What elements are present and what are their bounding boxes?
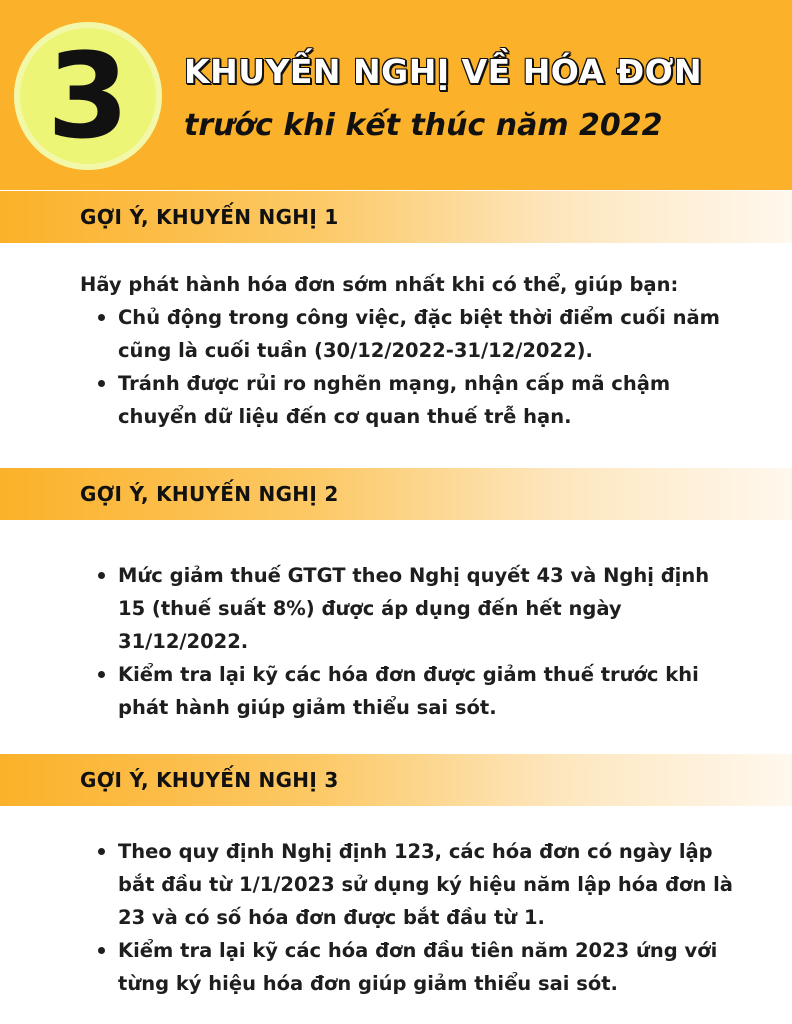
list-item: Tránh được rủi ro nghẽn mạng, nhận cấp mã chậm chuyển dữ liệu đến cơ quan thuế trễ hạn. [80, 367, 740, 433]
page-subtitle: trước khi kết thúc năm 2022 [184, 108, 663, 143]
section-2-list [80, 559, 740, 724]
list-item: Chủ động trong công việc, đặc biệt thời điểm cuối năm cũng là cuối tuần (30/12/2022-31/12/2022). [80, 301, 740, 367]
list-item: Kiểm tra lại kỹ các hóa đơn được giảm thuế trước khi phát hành giúp giảm thiểu sai sót. [80, 658, 740, 724]
section-2-title: GỢI Ý, KHUYẾN NGHỊ 2 [80, 482, 339, 506]
list-item: Theo quy định Nghị định 123, các hóa đơn có ngày lập bắt đầu từ 1/1/2023 sử dụng ký hiệu năm lập hóa đơn là 23 và có số hóa đơn được bắt đầu từ 1. [80, 835, 740, 934]
section-1-body [80, 268, 740, 433]
section-1-header [0, 191, 792, 243]
section-3-title: GỢI Ý, KHUYẾN NGHỊ 3 [80, 768, 339, 792]
number-badge [14, 22, 162, 170]
header-banner [0, 0, 792, 190]
section-2-header [0, 468, 792, 520]
section-1-title: GỢI Ý, KHUYẾN NGHỊ 1 [80, 205, 339, 229]
section-2-body [80, 559, 740, 724]
section-3-list [80, 835, 740, 1000]
list-item: Mức giảm thuế GTGT theo Nghị quyết 43 và Nghị định 15 (thuế suất 8%) được áp dụng đến hết ngày 31/12/2022. [80, 559, 740, 658]
section-1-intro: Hãy phát hành hóa đơn sớm nhất khi có thể, giúp bạn: [80, 273, 679, 296]
badge-number: 3 [46, 27, 130, 165]
page-title: KHUYẾN NGHỊ VỀ HÓA ĐƠN [184, 52, 703, 91]
section-3-body [80, 835, 740, 1000]
list-item: Kiểm tra lại kỹ các hóa đơn đầu tiên năm 2023 ứng với từng ký hiệu hóa đơn giúp giảm thiểu sai sót. [80, 934, 740, 1000]
section-1-list [80, 301, 740, 433]
section-3-header [0, 754, 792, 806]
